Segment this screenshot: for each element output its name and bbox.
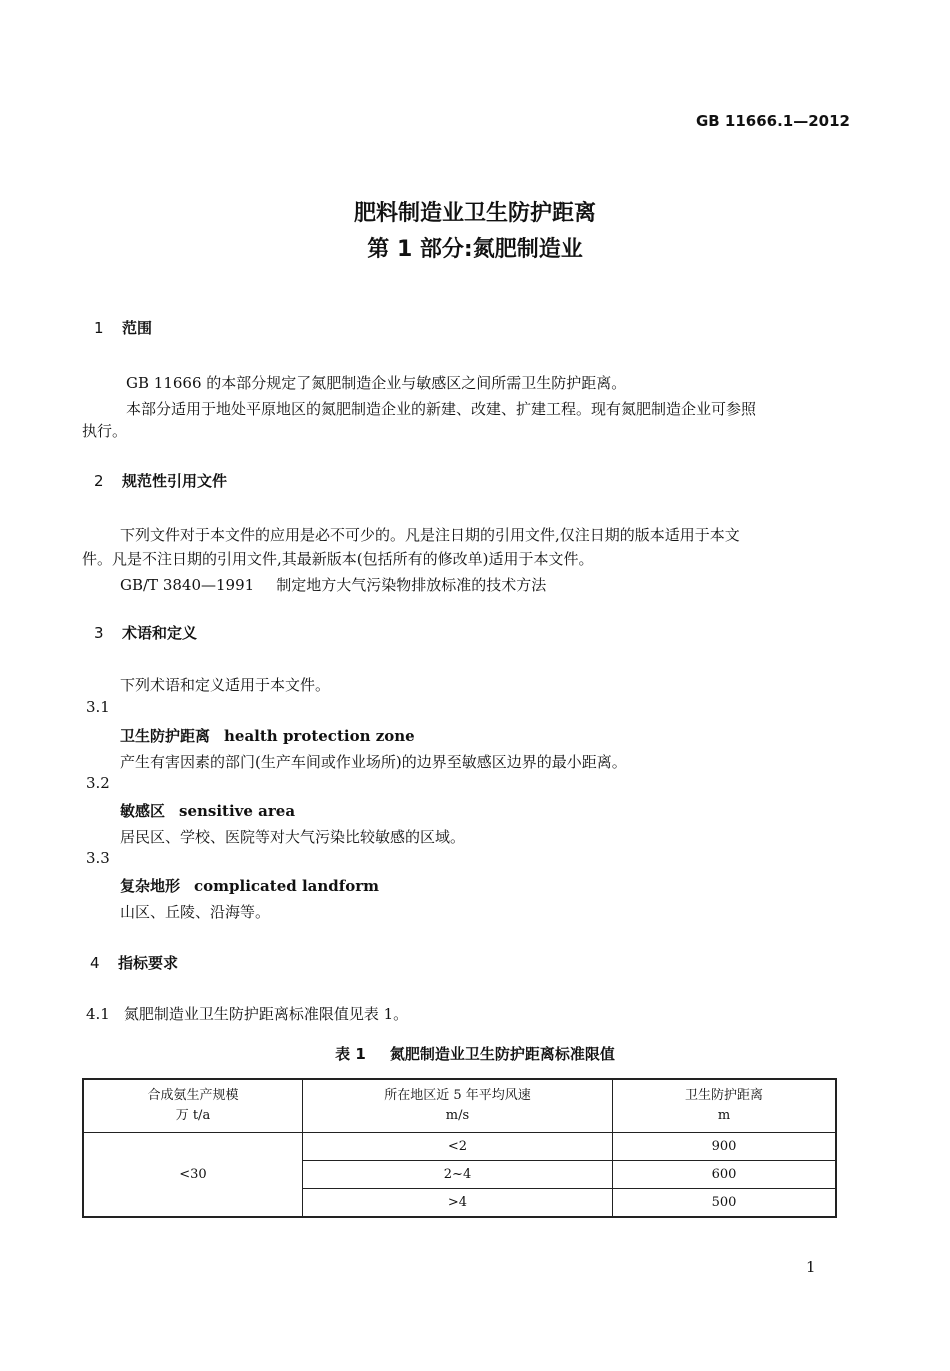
- section-number: 4: [90, 954, 100, 972]
- term-cn: 复杂地形: [120, 877, 181, 895]
- table-caption-label: 表 1: [335, 1045, 366, 1063]
- term-number: 3.2: [86, 774, 110, 792]
- term-definition: 居民区、学校、医院等对大气污染比较敏感的区域。: [120, 828, 466, 846]
- standard-number: GB 11666.1—2012: [695, 112, 850, 130]
- reference-title: 制定地方大气污染物排放标准的技术方法: [276, 576, 547, 594]
- table-cell-scale: <30: [83, 1133, 302, 1218]
- section-number: 2: [94, 472, 104, 490]
- table-header-cell: 卫生防护距离 m: [613, 1079, 836, 1133]
- term-en: health protection zone: [224, 727, 415, 745]
- clause-4-1: [86, 1003, 408, 1024]
- page-number: 1: [806, 1258, 816, 1276]
- term-cn: 敏感区: [120, 802, 166, 820]
- section-3-heading: [94, 622, 197, 643]
- term-en: sensitive area: [179, 802, 296, 820]
- term-definition: 山区、丘陵、沿海等。: [120, 903, 271, 921]
- table-cell-wind: >4: [302, 1189, 612, 1218]
- term-number: 3.1: [86, 698, 110, 716]
- clause-number: 4.1: [86, 1005, 110, 1023]
- table-cell-wind: 2~4: [302, 1161, 612, 1189]
- paragraph: 本部分适用于地处平原地区的氮肥制造企业的新建、改建、扩建工程。现有氮肥制造企业可参照: [126, 400, 757, 418]
- section-title: 规范性引用文件: [122, 472, 228, 490]
- limits-table: [82, 1078, 837, 1218]
- paragraph: 下列术语和定义适用于本文件。: [120, 676, 331, 694]
- document-title-line1: 肥料制造业卫生防护距离: [353, 201, 596, 226]
- section-title: 范围: [122, 319, 153, 337]
- section-1-heading: [94, 317, 152, 338]
- table-header-cell: 合成氨生产规模 万 t/a: [83, 1079, 302, 1133]
- paragraph: 件。凡是不注日期的引用文件,其最新版本(包括所有的修改单)适用于本文件。: [82, 550, 594, 568]
- term-number: 3.3: [86, 849, 110, 867]
- paragraph: 下列文件对于本文件的应用是必不可少的。凡是注日期的引用文件,仅注日期的版本适用于本文: [120, 526, 740, 544]
- paragraph: GB 11666 的本部分规定了氮肥制造企业与敏感区之间所需卫生防护距离。: [126, 374, 627, 392]
- term-entry: [120, 800, 295, 821]
- table-caption: [0, 1043, 950, 1064]
- table-header-row: [83, 1079, 836, 1133]
- reference-code: GB/T 3840—1991: [120, 576, 255, 594]
- table-header-cell: 所在地区近 5 年平均风速 m/s: [302, 1079, 612, 1133]
- term-entry: [120, 725, 415, 746]
- section-4-heading: [90, 952, 178, 973]
- table-cell-wind: <2: [302, 1133, 612, 1161]
- term-entry: [120, 875, 379, 896]
- paragraph: 执行。: [82, 422, 128, 440]
- table-row: [83, 1133, 836, 1161]
- table-caption-title: 氮肥制造业卫生防护距离标准限值: [389, 1045, 615, 1063]
- normative-reference: [120, 574, 546, 595]
- section-number: 3: [94, 624, 104, 642]
- section-2-heading: [94, 470, 227, 491]
- section-number: 1: [94, 319, 104, 337]
- term-en: complicated landform: [194, 877, 379, 895]
- table-cell-distance: 900: [613, 1133, 836, 1161]
- section-title: 术语和定义: [122, 624, 198, 642]
- document-title-line2: 第 1 部分:氮肥制造业: [367, 237, 583, 262]
- table-cell-distance: 500: [613, 1189, 836, 1218]
- section-title: 指标要求: [118, 954, 179, 972]
- term-cn: 卫生防护距离: [120, 727, 211, 745]
- term-definition: 产生有害因素的部门(生产车间或作业场所)的边界至敏感区边界的最小距离。: [120, 753, 627, 771]
- clause-text: 氮肥制造业卫生防护距离标准限值见表 1。: [123, 1005, 409, 1023]
- table-cell-distance: 600: [613, 1161, 836, 1189]
